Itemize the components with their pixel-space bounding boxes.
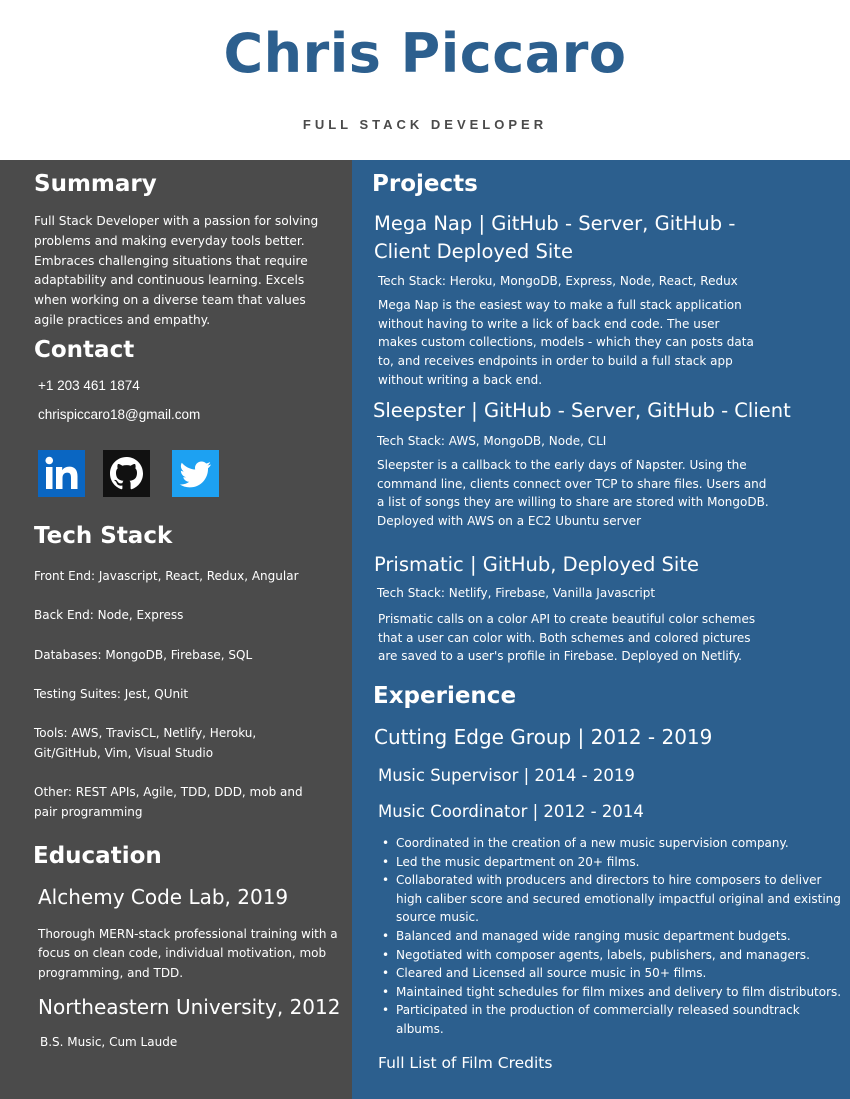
project-stack-prismatic: Tech Stack: Netlify, Firebase, Vanilla Javascript [377,586,656,600]
education-detail-northeastern: B.S. Music, Cum Laude [40,1035,178,1049]
experience-heading: Experience [373,683,517,709]
project-heading-prismatic[interactable]: Prismatic | GitHub, Deployed Site [374,553,699,576]
project-description-mega-nap: Mega Nap is the easiest way to make a full stack application without having to write a lick of back end code. The user makes custom collections, models - which they can posts data to, and receives endpoints in order to build a full stack app without writing a back end. [378,298,754,387]
experience-bullet: • Coordinated in the creation of a new music supervision company. [378,834,842,853]
tech-stack-frontend: Front End: Javascript, React, Redux, Angular [34,569,299,583]
tech-stack-testing: Testing Suites: Jest, QUnit [34,687,189,701]
tech-stack-databases: Databases: MongoDB, Firebase, SQL [34,648,253,662]
education-heading: Education [33,843,162,869]
experience-role-supervisor: Music Supervisor | 2014 - 2019 [378,766,635,785]
resume-header [0,0,850,160]
experience-bullet: • Maintained tight schedules for film mixes and delivery to film distributors. [378,983,842,1002]
contact-email[interactable]: chrispiccaro18@gmail.com [38,407,201,422]
project-heading-mega-nap[interactable]: Mega Nap | GitHub - Server, GitHub - Client Deployed Site [374,212,736,263]
experience-role-coordinator: Music Coordinator | 2012 - 2014 [378,802,644,821]
experience-bullet: • Participated in the production of commercially released soundtrack albums. [378,1001,842,1038]
experience-bullet: • Cleared and Licensed all source music in 50+ films. [378,964,842,983]
project-description-sleepster: Sleepster is a callback to the early days of Napster. Using the command line, clients connect over TCP to share files. Users and a list of songs they are willing to share are stored with MongoDB. Deployed with AWS on a EC2 Ubuntu server [377,458,769,529]
experience-bullet: • Negotiated with composer agents, labels, publishers, and managers. [378,946,842,965]
experience-company: Cutting Edge Group | 2012 - 2019 [374,725,713,749]
education-school-northeastern: Northeastern University, 2012 [38,995,341,1019]
education-school-alchemy: Alchemy Code Lab, 2019 [38,885,289,909]
project-stack-sleepster: Tech Stack: AWS, MongoDB, Node, CLI [377,434,607,448]
summary-text: Full Stack Developer with a passion for solving problems and making everyday tools better. Embraces challenging situations that require adaptability and continuous learning. Excels when working on a diverse team that values agile practices and empathy. [34,214,319,327]
github-icon[interactable] [103,450,150,497]
education-detail-alchemy: Thorough MERN-stack professional training with a focus on clean code, individual motivation, mob programming, and TDD. [38,927,338,980]
projects-heading: Projects [372,171,478,197]
project-heading-sleepster[interactable]: Sleepster | GitHub - Server, GitHub - Client [373,399,791,422]
summary-heading: Summary [34,171,157,197]
tech-stack-backend: Back End: Node, Express [34,608,184,622]
project-description-prismatic: Prismatic calls on a color API to create beautiful color schemes that a user can color with. Both schemes and colored pictures are saved to a user's profile in Firebase. Deployed on Netlify. [378,612,756,664]
linkedin-icon[interactable] [38,450,85,497]
tech-stack-tools: Tools: AWS, TravisCL, Netlify, Heroku, Git/GitHub, Vim, Visual Studio [34,726,257,760]
twitter-icon[interactable] [172,450,219,497]
experience-bullet: • Led the music department on 20+ films. [378,853,842,872]
tech-stack-heading: Tech Stack [34,523,173,549]
contact-heading: Contact [34,337,135,363]
candidate-name: Chris Piccaro [223,22,627,85]
contact-phone[interactable]: +1 203 461 1874 [38,378,140,393]
film-credits-link[interactable]: Full List of Film Credits [378,1054,553,1072]
experience-bullet-list [378,834,842,1039]
experience-bullet: • Collaborated with producers and directors to hire composers to deliver high caliber score and secured emotionally impactful original and existing source music. [378,871,842,927]
project-stack-mega-nap: Tech Stack: Heroku, MongoDB, Express, Node, React, Redux [378,274,738,288]
candidate-role: FULL STACK DEVELOPER [302,117,548,132]
tech-stack-other: Other: REST APIs, Agile, TDD, DDD, mob and pair programming [34,785,303,819]
experience-bullet: • Balanced and managed wide ranging music department budgets. [378,927,842,946]
